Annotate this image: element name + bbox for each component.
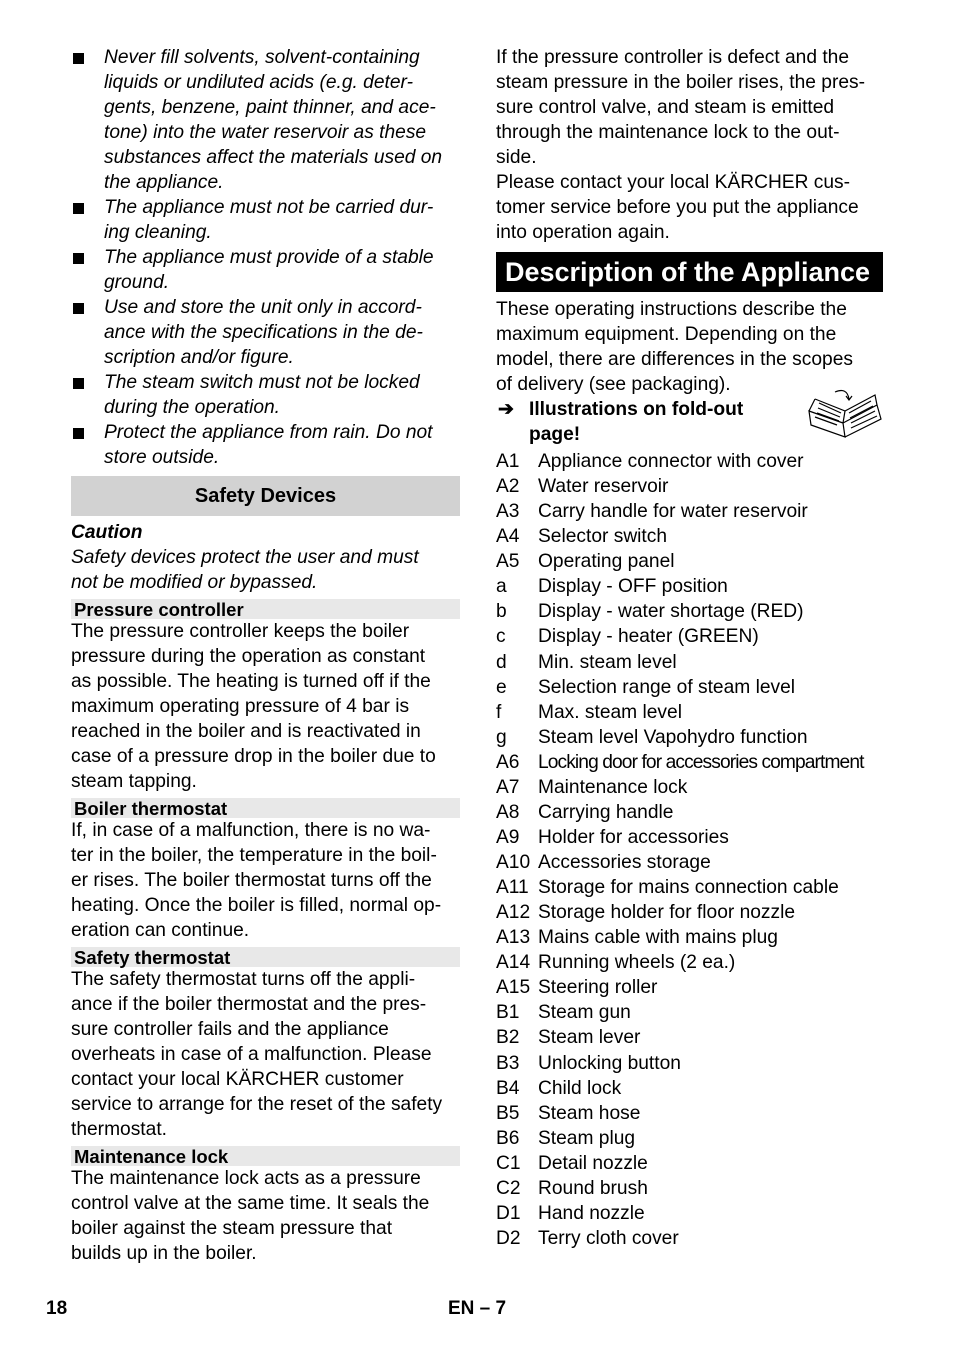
- bullet-item: [71, 195, 460, 245]
- bullet-text: Never fill solvents, solvent-containing liquids or undiluted acids (e.g. deter- gents, benzene, paint thinner, and ace- tone) into the water reservoir as these substances affect the materials used on the appliance.: [104, 47, 443, 193]
- list-item: A3 Carry handle for water reservoir: [496, 501, 808, 523]
- list-item: B6 Steam plug: [496, 1127, 636, 1149]
- list-item: a Display - OFF position: [496, 576, 728, 598]
- bullet-text: Protect the appliance from rain. Do not store outside.: [104, 422, 433, 468]
- description-intro: These operating instructions describe the maximum equipment. Depending on the model, there are differences in the scopes of delivery (see packaging).: [496, 299, 853, 395]
- list-item: A4 Selector switch: [496, 526, 668, 548]
- pressure-failure-text: If the pressure controller is defect and the steam pressure in the boiler rises, the pres- sure control valve, and steam is emitted through the maintenance lock to the out- side. Please contact your local KÄRCHER cus- tomer service before you put the appliance into operation again.: [496, 47, 865, 243]
- square-bullet-icon: [73, 203, 84, 214]
- list-item: A13 Mains cable with mains plug: [496, 927, 778, 949]
- boiler-thermostat-text: If, in case of a malfunction, there is no wa- ter in the boiler, the temperature in the boil- er rises. The boiler thermostat turns off the heating. Once the boiler is filled, normal op- eration can continue.: [71, 820, 442, 941]
- square-bullet-icon: [73, 303, 84, 314]
- list-item: C1 Detail nozzle: [496, 1152, 648, 1174]
- pressure-controller-text: The pressure controller keeps the boiler pressure during the operation as constant as possible. The heating is turned off if the maximum operating pressure of 4 bar is reached in the boiler and is reactivated in case of a pressure drop in the boiler due to steam tapping.: [71, 621, 436, 792]
- list-item: A10 Accessories storage: [496, 852, 711, 873]
- list-item: A9 Holder for accessories: [496, 826, 729, 848]
- safety-thermostat-text: The safety thermostat turns off the appli- ance if the boiler thermostat and the pres- sure controller fails and the appliance overheats in case of a malfunction. Please contact your local KÄRCHER customer service to arrange for the reset of the safety thermostat.: [71, 969, 443, 1140]
- list-item: B3 Unlocking button: [496, 1052, 681, 1074]
- list-item: A11 Storage for mains connection cable: [496, 877, 839, 899]
- list-item: A2 Water reservoir: [496, 476, 669, 498]
- section-page-label: EN – 7: [448, 1298, 507, 1319]
- list-item: A5 Operating panel: [496, 551, 675, 573]
- bullet-item: [71, 420, 460, 470]
- boiler-thermostat-heading: Boiler thermostat: [71, 798, 460, 818]
- component-list: [496, 449, 891, 1251]
- list-item: D1 Hand nozzle: [496, 1202, 645, 1224]
- square-bullet-icon: [73, 378, 84, 389]
- list-item: b Display - water shortage (RED): [496, 601, 804, 623]
- open-book-icon: [805, 389, 885, 439]
- square-bullet-icon: [73, 53, 84, 64]
- list-item: A7 Maintenance lock: [496, 776, 688, 798]
- list-item: e Selection range of steam level: [496, 676, 796, 698]
- safety-instructions-list: [71, 45, 460, 470]
- square-bullet-icon: [73, 428, 84, 439]
- list-item: A8 Carrying handle: [496, 801, 674, 823]
- bullet-item: [71, 295, 460, 370]
- list-item: B5 Steam hose: [496, 1102, 641, 1124]
- list-item: A15 Steering roller: [496, 977, 658, 999]
- caution-text: Safety devices protect the user and must not be modified or bypassed.: [71, 547, 419, 593]
- maintenance-lock-heading: Maintenance lock: [71, 1146, 460, 1166]
- square-bullet-icon: [73, 253, 84, 264]
- bullet-text: Use and store the unit only in accord- ance with the specifications in the de- scription and/or figure.: [104, 297, 423, 368]
- list-item: A14 Running wheels (2 ea.): [496, 952, 736, 974]
- bullet-item: [71, 370, 460, 420]
- bullet-text: The steam switch must not be locked during the operation.: [104, 372, 420, 418]
- maintenance-lock-text: The maintenance lock acts as a pressure control valve at the same time. It seals the boiler against the steam pressure that builds up in the boiler.: [71, 1168, 430, 1264]
- description-heading: Description of the Appliance: [496, 252, 883, 292]
- list-item: D2 Terry cloth cover: [496, 1227, 679, 1249]
- bullet-text: The appliance must provide of a stable ground.: [104, 247, 434, 293]
- list-item: d Min. steam level: [496, 651, 677, 673]
- safety-thermostat-heading: Safety thermostat: [71, 947, 460, 967]
- right-column: [496, 45, 891, 1251]
- bullet-item: [71, 245, 460, 295]
- list-item: A6 Locking door for accessories compartment: [496, 751, 864, 773]
- bullet-item: [71, 45, 460, 195]
- illustrations-note: ➔ Illustrations on fold-out page!: [496, 397, 891, 447]
- list-item: g Steam level Vapohydro function: [496, 726, 808, 748]
- list-item: A1 Appliance connector with cover: [496, 451, 804, 472]
- bullet-text: The appliance must not be carried dur- ing cleaning.: [104, 197, 434, 243]
- arrow-right-icon: ➔: [498, 399, 515, 420]
- list-item: B2 Steam lever: [496, 1027, 641, 1049]
- safety-devices-heading: Safety Devices: [71, 476, 460, 516]
- page-number: 18: [46, 1298, 68, 1319]
- list-item: f Max. steam level: [496, 701, 682, 723]
- list-item: B4 Child lock: [496, 1077, 622, 1099]
- pressure-controller-heading: Pressure controller: [71, 599, 460, 619]
- list-item: C2 Round brush: [496, 1177, 648, 1199]
- list-item: B1 Steam gun: [496, 1002, 631, 1024]
- list-item: c Display - heater (GREEN): [496, 626, 759, 648]
- left-column: [71, 45, 460, 1266]
- caution-title: Caution: [71, 522, 143, 543]
- list-item: A12 Storage holder for floor nozzle: [496, 902, 796, 924]
